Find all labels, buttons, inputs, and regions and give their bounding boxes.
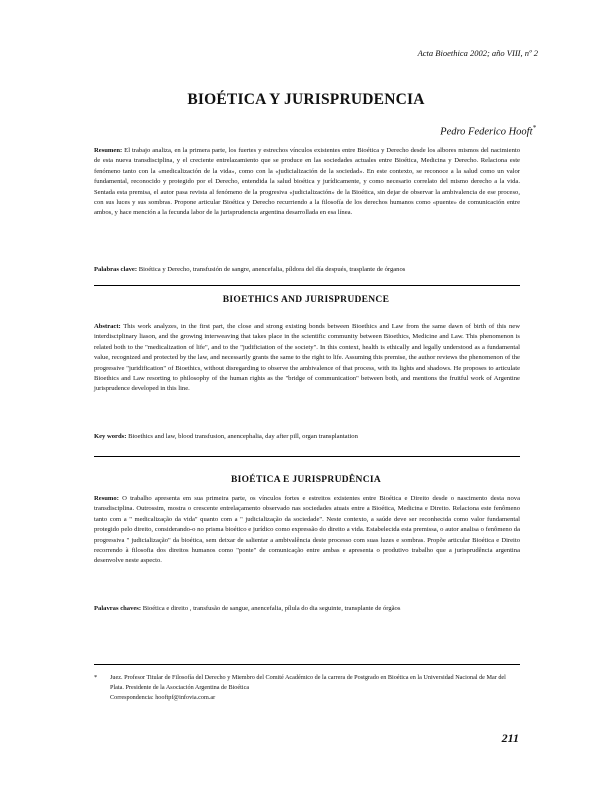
journal-reference: Acta Bioethica 2002; año VIII, nº 2: [417, 48, 538, 58]
english-abstract: [94, 322, 520, 395]
english-keywords-label: Key words:: [94, 433, 127, 440]
portuguese-keywords-label: Palavras chaves:: [94, 605, 142, 612]
footnote-correspondence: Correspondencia: hooftpf@infovia.com.ar: [110, 694, 216, 701]
section-divider: [94, 285, 520, 286]
portuguese-section-title: BIOÉTICA E JURISPRUDÊNCIA: [230, 475, 382, 485]
footnote-marker: *: [94, 674, 98, 681]
spanish-abstract: [94, 146, 520, 219]
spanish-keywords-text: Bioética y Derecho, transfusión de sangre, anencefalia, píldora del día después, trasplante de órganos: [137, 266, 406, 273]
author-name: Pedro Federico Hooft: [440, 126, 533, 138]
portuguese-keywords-text: Bioética e direito , transfusão de sangue, anencefalia, pílula do dia seguinte, transplante de órgãos: [141, 605, 401, 612]
spanish-keywords-label: Palabras clave:: [94, 266, 138, 273]
article-title: BIOÉTICA Y JURISPRUDENCIA: [187, 91, 425, 108]
english-abstract-text: This work analyzes, in the first part, the close and strong existing bonds between Bioethics and Law from the same dawn of birth of this new interdisciplinary liason, and the growing interweaving that takes place in the scientific community between Bioethics, Medicine and Law. This phenomenon is related both to the "medicalization of life", and to the "judificiation of the society". In this context, health is ethically and legally understood as a fundamental value, recognized and protected by the law, and necessarily grants the same to the right to life. Assuming this premise, the author reviews the phenomenon of the progressive "juridification" of Bioethics, without disregarding to observe the ambivalence of that process, with its lights and shadows. He proposes to articulate Bioethics and Law resorting to philosophy of the human rights as the "bridge of communication" between both, and mentions the fruitful work of Argentine jurisprudence developed in this line.: [94, 323, 520, 393]
author-line: [440, 124, 536, 138]
spanish-abstract-text: El trabajo analiza, en la primera parte, los fuertes y estrechos vínculos existentes entre Bioética y Derecho desde los albores mismos del nacimiento de esta nueva transdisciplina, y el creciente entrelazamiento que se produce en las sociedades actuales entre Bioética, Medicina y Derecho. Relaciona este fenómeno tanto con la «medicalización de la vida», como con la «judicialización de la sociedad». En este contexto, se reconoce a la salud como un valor fundamental, reconocido y protegido por el Derecho, entendida la salud bioética y jurídicamente, y como necesario correlato del mismo derecho a la vida. Sentada esta premisa, el autor pasa revista al fenómeno de la progresiva «judicialización» de la Bioética, sin dejar de observar la ambivalencia de ese proceso, con sus luces y sus sombras. Propone articular Bioética y Derecho recurriendo a la filosofía de los derechos humanos como «puente» de comunicación entre ambos, y hace mención a la fecunda labor de la jurisprudencia argentina desarrollada en esa línea.: [94, 147, 520, 217]
portuguese-keywords: [94, 604, 520, 614]
footnote-text: Juez. Profesor Titular de Filosofía del Derecho y Miembro del Comité Académico de la carrera de Postgrado en Bioética en la Universidad Nacional de Mar del Plata. Presidente de la Asociación Argentina de Bioética: [110, 674, 506, 691]
section-divider: [94, 456, 520, 457]
english-keywords-text: Bioethics and law, blood transfusion, anencephalia, day after pill, organ transplantation: [126, 433, 358, 440]
portuguese-abstract-label: Resumo:: [94, 495, 119, 502]
english-keywords: [94, 432, 520, 442]
footnote: [94, 673, 520, 703]
author-footnote-marker: *: [532, 124, 536, 132]
english-section-title: BIOETHICS AND JURISPRUDENCE: [222, 295, 390, 305]
portuguese-abstract-text: O trabalho apresenta em sua primeira parte, os vínculos fortes e estreitos existentes entre Bioética e Direito desde o nascimento desta nova transdisciplina. Outrossim, mostra o crescente entrelaçamento observado nas sociedades atuais entre a Bioética, Medicina e Direito. Relaciona este fenômeno tanto com a " medicalização da vida" quanto com a " judicialização da sociedade". Neste contexto, a saúde deve ser reconhecida como valor fundamental protegido pelo direito, considerando-o no prisma bioético e jurídico como expressão do direito a vida. Estabelecida esta premissa, o autor analisa o fenômeno da progressiva " judicialização" da bioética, sem deixar de salientar a ambivalência deste processo com suas luzes e sombras. Propõe articular Bioética e Direito recorrendo à filosofia dos direitos humanos como "ponte" de comunicação entre ambas e apresenta o produtivo trabalho que a jurisprudência argentina desenvolve neste aspecto.: [94, 495, 520, 565]
page-number: 211: [501, 731, 519, 745]
spanish-keywords: [94, 265, 520, 275]
spanish-abstract-label: Resumen:: [94, 147, 123, 154]
portuguese-abstract: [94, 494, 520, 567]
footnote-divider: [94, 664, 520, 665]
english-abstract-label: Abstract:: [94, 323, 121, 330]
